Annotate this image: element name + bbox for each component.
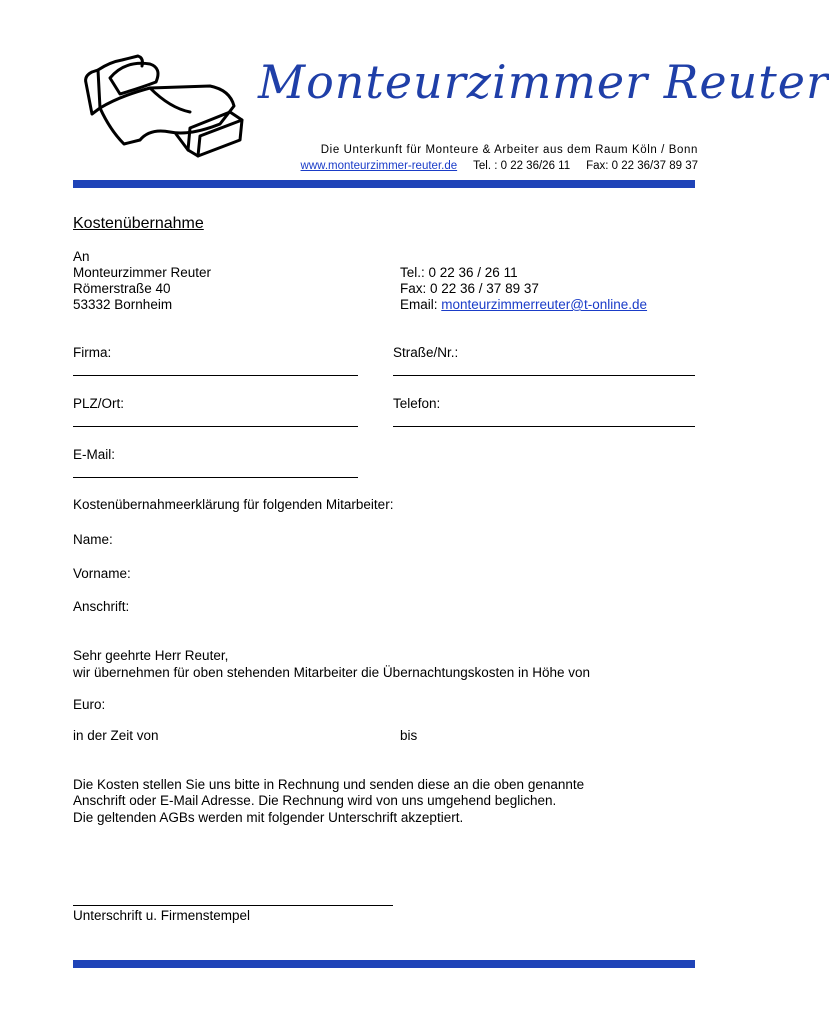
employee-vorname-label: Vorname: (73, 566, 131, 581)
header-divider (73, 180, 695, 188)
website-link[interactable]: www.monteurzimmer-reuter.de (300, 160, 458, 172)
header-fax: Fax: 0 22 36/37 89 37 (586, 160, 698, 172)
signature-label: Unterschrift u. Firmenstempel (73, 908, 251, 923)
field-telefon-line[interactable] (393, 426, 695, 427)
closing-line-2: Anschrift oder E-Mail Adresse. Die Rechnung wird von uns umgehend beglichen. (73, 793, 557, 808)
tagline: Die Unterkunft für Monteure & Arbeiter aus dem Raum Köln / Bonn (320, 144, 698, 156)
field-telefon-label: Telefon: (393, 396, 441, 411)
header-contact (200, 160, 698, 172)
recipient-email-label: Email: (400, 297, 442, 312)
employee-name-label: Name: (73, 532, 113, 547)
recipient-street: Römerstraße 40 (73, 281, 171, 296)
brand-title: Monteurzimmer Reuter (258, 55, 829, 109)
field-plz-line[interactable] (73, 426, 358, 427)
field-email-label: E-Mail: (73, 447, 116, 462)
closing-line-1: Die Kosten stellen Sie uns bitte in Rechnung und senden diese an die oben genannte (73, 777, 585, 792)
footer-divider (73, 960, 695, 968)
field-email-line[interactable] (73, 477, 358, 478)
period-to-label: bis (400, 728, 418, 743)
form-title: Kostenübernahme (73, 215, 204, 232)
field-plz-label: PLZ/Ort: (73, 396, 125, 411)
closing-line-3: Die geltenden AGBs werden mit folgender Unterschrift akzeptiert. (73, 810, 464, 825)
recipient-email-row (400, 297, 647, 312)
recipient-to: An (73, 249, 90, 264)
recipient-email-link[interactable]: monteurzimmerreuter@t-online.de (441, 297, 648, 312)
letter-salutation: Sehr geehrte Herr Reuter, (73, 648, 229, 663)
employee-anschrift-label: Anschrift: (73, 599, 130, 614)
field-strasse-line[interactable] (393, 375, 695, 376)
period-from-label: in der Zeit von (73, 728, 159, 743)
bed-logo-icon (80, 48, 250, 160)
declaration-text: Kostenübernahmeerklärung für folgenden Mitarbeiter: (73, 497, 394, 512)
field-strasse-label: Straße/Nr.: (393, 345, 459, 360)
recipient-name: Monteurzimmer Reuter (73, 265, 212, 280)
recipient-tel: Tel.: 0 22 36 / 26 11 (400, 265, 518, 280)
recipient-city: 53332 Bornheim (73, 297, 173, 312)
header-tel: Tel. : 0 22 36/26 11 (473, 160, 571, 172)
field-firma-line[interactable] (73, 375, 358, 376)
field-firma-label: Firma: (73, 345, 112, 360)
letter-body: wir übernehmen für oben stehenden Mitarbeiter die Übernachtungskosten in Höhe von (73, 665, 591, 680)
euro-label: Euro: (73, 697, 106, 712)
recipient-fax: Fax: 0 22 36 / 37 89 37 (400, 281, 539, 296)
signature-line[interactable] (73, 905, 393, 906)
